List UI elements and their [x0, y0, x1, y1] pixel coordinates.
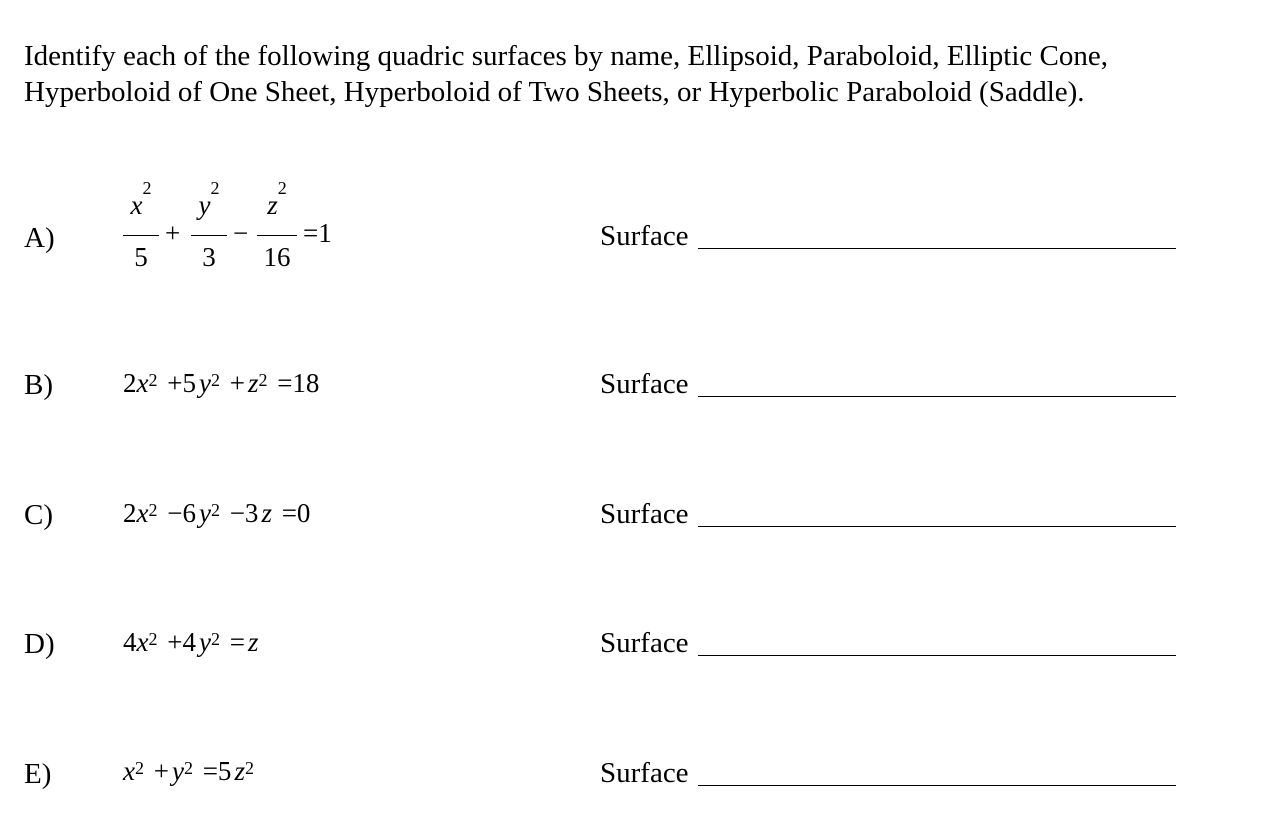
exponent: 2 [183, 758, 193, 778]
problem-letter: C) [24, 499, 53, 531]
operator: − [233, 218, 249, 248]
equation-c [123, 498, 313, 529]
problem-letter: D) [24, 628, 55, 660]
equation-rhs: =0 [281, 498, 311, 528]
operator: + [229, 368, 245, 398]
variable: z [247, 627, 259, 657]
denominator: 16 [263, 242, 291, 272]
surface-label: Surface [600, 757, 689, 789]
numerator-var: x [130, 190, 143, 220]
variable: x [123, 756, 135, 786]
surface-answer-blank[interactable] [698, 396, 1176, 397]
variable: y [198, 627, 211, 657]
problem-letter: B) [24, 369, 53, 401]
denominator: 3 [202, 242, 216, 272]
equation-rhs: =18 [277, 368, 320, 398]
variable: z [247, 368, 259, 398]
exponent: 2 [244, 758, 254, 778]
numerator-exponent: 2 [142, 178, 152, 198]
surface-label: Surface [600, 498, 689, 530]
variable: y [198, 368, 211, 398]
fraction-y [191, 178, 227, 278]
coefficient: 2 [123, 498, 137, 528]
variable: x [136, 627, 149, 657]
exponent: 2 [258, 370, 268, 390]
exponent: 2 [148, 629, 158, 649]
surface-answer-blank[interactable] [698, 655, 1176, 656]
variable: x [136, 368, 149, 398]
numerator-var: z [267, 190, 278, 220]
exponent: 2 [148, 500, 158, 520]
variable: z [234, 756, 245, 786]
fraction-z [257, 178, 297, 278]
numerator-exponent: 2 [277, 178, 287, 198]
fraction-bar [123, 235, 159, 236]
exponent: 2 [210, 629, 220, 649]
surface-label: Surface [600, 368, 689, 400]
variable: y [171, 756, 184, 786]
surface-answer-blank[interactable] [698, 248, 1176, 249]
exponent: 2 [148, 370, 158, 390]
coefficient: 4 [123, 627, 137, 657]
equation-d [123, 627, 258, 658]
numerator-exponent: 2 [210, 178, 220, 198]
coefficient: 2 [123, 368, 137, 398]
operator: + [153, 756, 169, 786]
surface-answer-blank[interactable] [698, 526, 1176, 527]
surface-answer-blank[interactable] [698, 785, 1176, 786]
equation-rhs: =1 [303, 218, 332, 248]
term: −3 [229, 498, 259, 528]
term: +5 [167, 368, 196, 398]
term: −6 [167, 498, 196, 528]
problem-letter: A) [24, 222, 55, 254]
problem-letter: E) [24, 758, 52, 790]
term: =5 [202, 756, 232, 786]
equals-sign: = [229, 627, 245, 657]
exponent: 2 [134, 758, 144, 778]
instructions-text: Identify each of the following quadric surfaces by name, Ellipsoid, Paraboloid, Elliptic Cone, Hyperboloid of One Sheet, Hyperboloid of Two Sheets, or Hyperbolic Paraboloid (Saddle). [24, 40, 1108, 108]
fraction-bar [257, 235, 297, 236]
exponent: 2 [210, 370, 220, 390]
denominator: 5 [134, 242, 148, 272]
fraction-bar [191, 235, 227, 236]
equation-e [123, 756, 254, 787]
operator: + [165, 218, 181, 248]
term: +4 [167, 627, 196, 657]
fraction-x [123, 178, 159, 278]
equation-b [123, 368, 322, 399]
exponent: 2 [210, 500, 220, 520]
variable: x [136, 498, 149, 528]
surface-label: Surface [600, 627, 689, 659]
variable: z [261, 498, 272, 528]
numerator-var: y [198, 190, 211, 220]
surface-label: Surface [600, 220, 689, 252]
variable: y [198, 498, 211, 528]
